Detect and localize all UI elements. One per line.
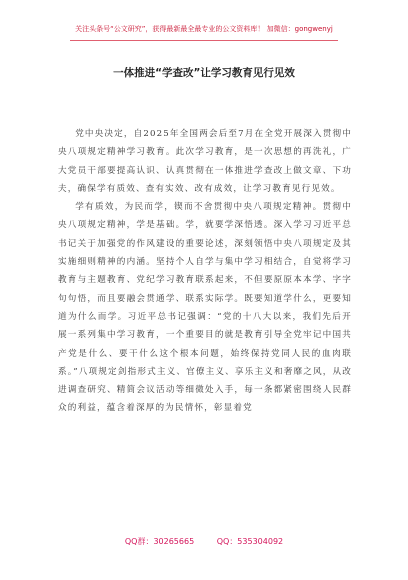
footer-qq: QQ：535304092: [216, 537, 284, 546]
footer-qq-group: QQ群：30265665: [124, 537, 195, 546]
paragraph-2: 学有质效，为民而学，锲而不舍贯彻中央八项规定精神。贯彻中央八项规定精神，学是基础。学，就要学深悟透。深入学习习近平总书记关于加强党的作风建设的重要论述，深刻领悟中央八项规定及其实施细则精神的内涵。坚持个人自学与集中学习相结合，自觉将学习教育与主题教育、党纪学习教育联系起来，不但要原原本本学、字字句句悟，而且要融会贯通学、联系实际学。既要知道学什么，更要知道为什么而学。习近平总书记强调：“党的十八大以来，我们先后开展一系列集中学习教育，一个重要目的就是教育引导全党牢记中国共产党是什么、要干什么这个根本问题，始终保持党同人民的血肉联系。”八项规定剑指形式主义、官僚主义、享乐主义和奢靡之风，从改进调查研究、精简会议活动等细微处入手，每一条都紧密围绕人民群众的利益，蕴含着深厚的为民情怀，彰显着党: [58, 202, 352, 414]
document-title: 一体推进“学查改”让学习教育见行见效: [113, 67, 295, 79]
paragraph-1: 党中央决定，自2025年全国两会后至7月在全党开展深入贯彻中央八项规定精神学习教育。此次学习教育，是一次思想的再洗礼，广大党员干部要提高认识、认真贯彻在一体推进学查改上做文章、下功夫，确保学有质效、查有实效、改有成效，让学习教育见行见效。: [58, 129, 352, 194]
header-banner: 关注头条号“公文研究”，获得最新最全最专业的公文资料库！ 加微信：gongwenyj: [75, 25, 333, 33]
document-body: [58, 125, 352, 418]
header-divider: [70, 40, 338, 41]
footer-contact: [0, 536, 408, 548]
